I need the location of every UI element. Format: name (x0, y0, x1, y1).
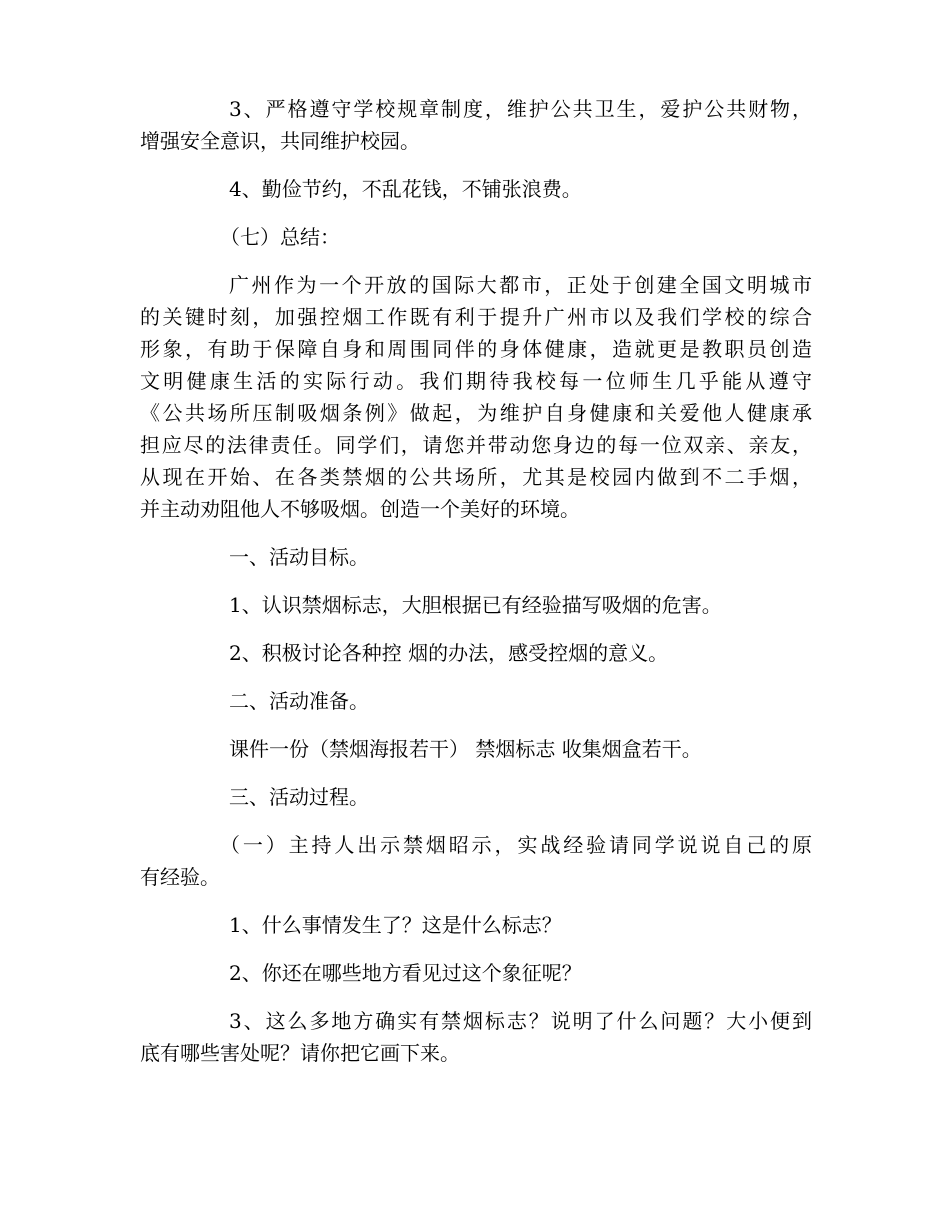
paragraph-line: 一、活动目标。 (229, 545, 369, 569)
paragraph-line: 《公共场所压制吸烟条例》做起，为维护自身健康和关爱他人健康承 (140, 401, 812, 425)
document-body (140, 93, 812, 1085)
paragraph-line: 2、积极讨论各种控 烟的办法，感受控烟的意义。 (229, 641, 669, 665)
paragraph-line: （七）总结： (220, 225, 340, 249)
paragraph-line: 文明健康生活的实际行动。我们期待我校每一位师生几乎能从遵守 (140, 369, 812, 393)
paragraph-line: 担应尽的法律责任。同学们，请您并带动您身边的每一位双亲、亲友， (140, 433, 812, 457)
paragraph-line: 1、认识禁烟标志，大胆根据已有经验描写吸烟的危害。 (229, 593, 722, 617)
paragraph-step-1 (140, 829, 812, 893)
paragraph-line: 三、活动过程。 (229, 785, 369, 809)
section-heading-preparation (140, 685, 812, 717)
paragraph-rule-3 (140, 93, 812, 157)
paragraph-question-1 (140, 909, 812, 941)
paragraph-line: 增强安全意识，共同维护校园。 (140, 129, 420, 153)
paragraph-goal-2 (140, 637, 812, 669)
paragraph-line: 3、严格遵守学校规章制度，维护公共卫生，爱护公共财物， (229, 97, 812, 121)
paragraph-line: 二、活动准备。 (229, 689, 369, 713)
paragraph-line: （一）主持人出示禁烟昭示，实战经验请同学说说自己的原 (220, 833, 812, 857)
paragraph-line: 底有哪些害处呢？请你把它画下来。 (140, 1041, 460, 1065)
paragraph-materials (140, 733, 812, 765)
paragraph-goal-1 (140, 589, 812, 621)
paragraph-line: 4、勤俭节约，不乱花钱，不铺张浪费。 (229, 177, 582, 201)
paragraph-line: 课件一份（禁烟海报若干） 禁烟标志 收集烟盒若干。 (229, 737, 702, 761)
section-heading-process (140, 781, 812, 813)
paragraph-question-2 (140, 957, 812, 989)
paragraph-line: 从现在开始、在各类禁烟的公共场所，尤其是校园内做到不二手烟， (140, 465, 812, 489)
paragraph-line: 2、你还在哪些地方看见过这个象征呢？ (229, 961, 582, 985)
paragraph-rule-4 (140, 173, 812, 205)
section-heading-goals (140, 541, 812, 573)
paragraph-line: 的关键时刻，加强控烟工作既有利于提升广州市以及我们学校的综合 (140, 305, 812, 329)
section-heading-summary (140, 221, 812, 253)
paragraph-question-3 (140, 1005, 812, 1069)
paragraph-line: 形象，有助于保障自身和周围同伴的身体健康，造就更是教职员创造 (140, 337, 812, 361)
paragraph-summary (140, 269, 812, 525)
paragraph-line: 1、什么事情发生了？这是什么标志？ (229, 913, 562, 937)
paragraph-line: 3、这么多地方确实有禁烟标志？说明了什么问题？大小便到 (229, 1009, 812, 1033)
paragraph-line: 广州作为一个开放的国际大都市，正处于创建全国文明城市 (229, 273, 812, 297)
paragraph-line: 并主动劝阻他人不够吸烟。创造一个美好的环境。 (140, 497, 580, 521)
paragraph-line: 有经验。 (140, 865, 220, 889)
